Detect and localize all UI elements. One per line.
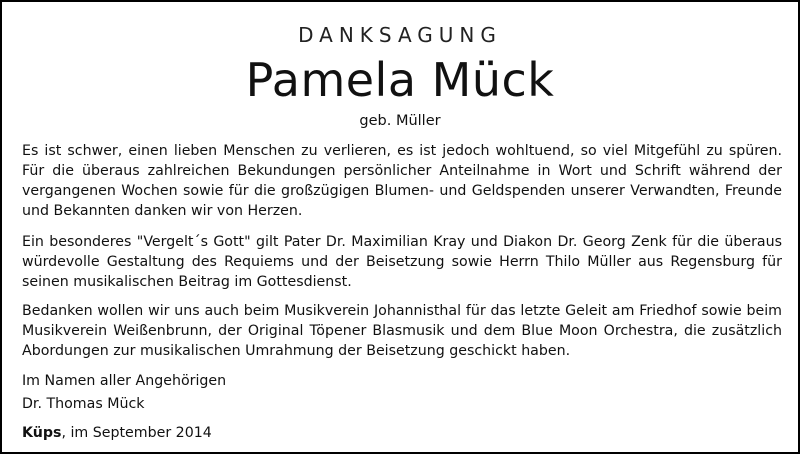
- signer-name: Dr. Thomas Mück: [22, 396, 145, 412]
- date: , im September 2014: [61, 425, 212, 441]
- birth-name: geb. Müller: [359, 113, 441, 129]
- notice-heading: DANKSAGUNG: [298, 23, 502, 47]
- place-date-line: [22, 423, 212, 443]
- deceased-name: Pamela Mück: [245, 53, 555, 107]
- place: Küps: [22, 425, 62, 441]
- paragraph-music: Bedanken wollen wir uns auch beim Musikverein Johannisthal für das letzte Geleit am Friedhof sowie beim Musikverein Weißenbrunn, der Original Töpener Blasmusik und dem Blue Moon Orchestra, die zusätzlich Abordungen zur musikalischen Umrahmung der Beisetzung geschickt haben.: [22, 303, 782, 359]
- paragraph-clergy: Ein besonderes "Vergelt´s Gott" gilt Pater Dr. Maximilian Kray und Diakon Dr. Georg Zenk für die überaus würdevolle Gestaltung des Requiems und der Beisetzung sowie Herrn Thilo Müller aus Regensburg für seinen musikalischen Beitrag im Gottesdienst.: [22, 234, 782, 290]
- paragraph-thanks: Es ist schwer, einen lieben Menschen zu verlieren, es ist jedoch wohltuend, so viel Mitgefühl zu spüren. Für die überaus zahlreichen Bekundungen persönlicher Anteilnahme in Wort und Schrift während der vergangenen Wochen sowie für die großzügigen Blumen- und Geldspenden unserer Verwandten, Freunde und Bekannten danken wir von Herzen.: [22, 143, 782, 219]
- signature-intro: Im Namen aller Angehörigen: [22, 373, 227, 389]
